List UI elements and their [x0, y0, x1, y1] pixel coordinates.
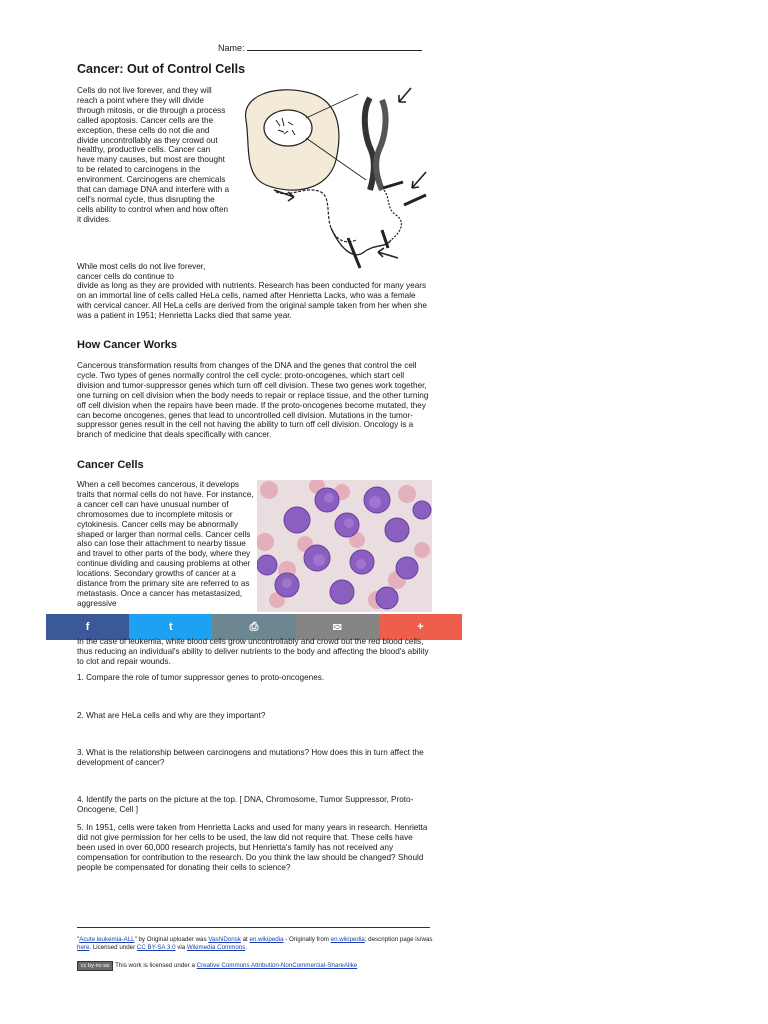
- cancer-cells-paragraph: When a cell becomes cancerous, it develops traits that normal cells do not have. For instance, a cancer cell can have unusual number of chromosomes due to incomplete mitosis or cytokinesis. Cancer cells may be abnormally shaped or larger than normal cells. Cancer cells also can lose their attachment to nearby tissue and travel to other parts of the body, where they continue dividing and causing problems at other locations. Secondary growths of cancer at a distance from the primary site are referred to as metastasis. Once a cancer has metastasized, aggressive: [77, 480, 254, 608]
- email-icon: ✉: [332, 621, 342, 634]
- attribution-link-wikipedia-2[interactable]: en.wikipedia: [330, 936, 365, 943]
- attribution-link-license[interactable]: CC BY-SA 3.0: [136, 944, 176, 951]
- question-2: 2. What are HeLa cells and why are they important?: [77, 711, 266, 720]
- page-title: Cancer: Out of Control Cells: [77, 62, 246, 76]
- name-underline: [247, 50, 422, 51]
- image-attribution: "Acute leukemia-ALL" by Original uploader was VashiDonsk at en.wikipedia - Originally from en.wikipedia; description page is/was here. Licensed under CC BY-SA 3.0 via Wikimedia Commons.: [77, 936, 433, 951]
- cc-license-badge: cc by-nc-sa: [77, 961, 113, 971]
- heading-how-cancer-works: How Cancer Works: [77, 339, 178, 351]
- attribution-link-title[interactable]: Acute leukemia-ALL: [79, 936, 135, 943]
- attribution-link-uploader[interactable]: VashiDonsk: [208, 936, 241, 943]
- second-paragraph-start: While most cells do not live forever, cancer cells do continue to: [77, 262, 206, 281]
- attribution-link-here[interactable]: here: [77, 944, 90, 951]
- attribution-link-wikipedia-1[interactable]: en.wikipedia: [249, 936, 284, 943]
- second-paragraph-rest: divide as long as they are provided with nutrients. Research has been conducted for many years on an immortal line of cells called HeLa cells, named after Henrietta Lacks, who was a female with cervical cancer. All HeLa cells are derived from the original sample taken from her when she was a patient in 1951; Henrietta Lacks died that same year.: [77, 281, 427, 320]
- cell-chromosome-diagram: [236, 80, 436, 272]
- heading-cancer-cells: Cancer Cells: [77, 459, 144, 471]
- license-line: cc by-nc-sa This work is licensed under a Creative Commons Attribution-NonCommercial-ShareAlike: [77, 961, 437, 971]
- name-field[interactable]: [218, 43, 422, 53]
- plus-icon: +: [417, 621, 424, 633]
- twitter-icon: t: [168, 621, 173, 633]
- facebook-icon: f: [85, 621, 90, 633]
- question-5: 5. In 1951, cells were taken from Henrietta Lacks and used for many years in research. Henrietta did not give permission for her cells to be used, the law did not require that. These cells have been used in over 60,000 research projects, but Henrietta's family has not received any compensation for contribution to the research. Do you think the law should be changed? Should people be compensated for donating their cells to science?: [77, 823, 428, 872]
- print-icon: ⎙: [249, 620, 259, 633]
- intro-paragraph: Cells do not live forever, and they will reach a point where they will divide through mitosis, or die through a process called apoptosis. Cancer cells are the exception, these cells do not die and divide uncontrollably as they crowd out healthy, productive cells. Cancer can have many causes, but most are thought to be related to carcinogens in the environment. Carcinogens are chemicals that can damage DNA and interfere with a cell's normal cycle, thus disrupting the cells ability to control when and how often it divides.: [77, 86, 230, 224]
- leukemia-paragraph: In the case of leukemia, white blood cells grow uncontrollably and crowd out the red blood cells, thus reducing an individual's ability to deliver nutrients to the body and affecting the blood's ability to clot and repair wounds.: [77, 637, 429, 666]
- leukemia-cells-image: [257, 480, 432, 612]
- question-1: 1. Compare the role of tumor suppressor genes to proto-oncogenes.: [77, 673, 325, 682]
- how-cancer-works-paragraph: Cancerous transformation results from changes of the DNA and the genes that control the cell cycle. Two types of genes normally control the cell cycle: proto-oncogenes, which start cell division and tumor-suppressor genes which turn off cell division. These two genes work together, one turning on cell division when the body needs to repair or replace tissue, and the other turning off cell division when the repairs have been made. If the proto-oncogenes become mutated, they can become oncogenes, genes that lead to uncontrolled cell division. Mutations in the tumor-suppressor genes result in the cell not having the ability to turn off cell division. Oncology is a branch of medicine that deals specifically with cancer.: [77, 361, 429, 440]
- attribution-link-commons[interactable]: Wikimedia Commons: [186, 944, 246, 951]
- footer-divider: [77, 927, 430, 928]
- question-3: 3. What is the relationship between carcinogens and mutations? How does this in turn affect the development of cancer?: [77, 748, 424, 767]
- license-link[interactable]: Creative Commons Attribution-NonCommercial-ShareAlike: [196, 962, 358, 969]
- question-4: 4. Identify the parts on the picture at the top. [ DNA, Chromosome, Tumor Suppressor, Proto-Oncogene, Cell ]: [77, 795, 414, 814]
- name-label: Name:: [218, 43, 245, 53]
